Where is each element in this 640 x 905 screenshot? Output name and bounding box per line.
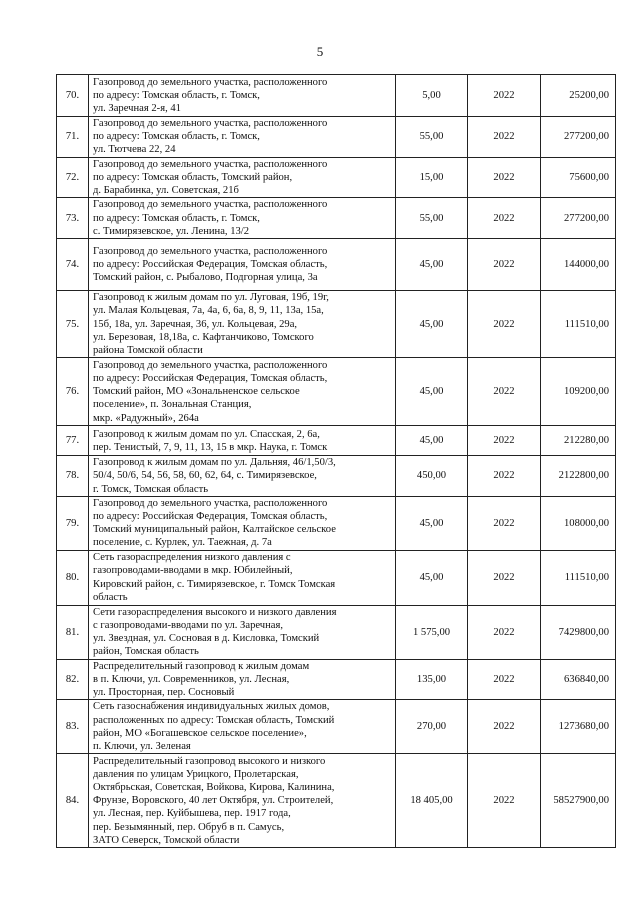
cost: 212280,00 xyxy=(541,426,616,456)
description-line: Сети газораспределения высокого и низкого давления xyxy=(93,606,337,618)
year: 2022 xyxy=(468,496,541,550)
table-row xyxy=(57,157,616,198)
table-row xyxy=(57,239,616,291)
object-description xyxy=(89,198,396,239)
description-line: ул. Березовая, 18,18а, с. Кафтанчиково, Томского xyxy=(93,331,314,343)
object-description xyxy=(89,426,396,456)
cost: 2122800,00 xyxy=(541,456,616,497)
year: 2022 xyxy=(468,700,541,754)
description-line: по адресу: Российская Федерация, Томская область, xyxy=(93,259,328,271)
description-line: ул. Малая Кольцевая, 7а, 4а, 6, 6а, 8, 9, 11, 13а, 15а, xyxy=(93,305,324,317)
year: 2022 xyxy=(468,754,541,848)
pipeline-length: 45,00 xyxy=(396,291,468,358)
description-line: по адресу: Томская область, г. Томск, xyxy=(93,212,260,224)
description-line: по адресу: Томская область, г. Томск, xyxy=(93,131,260,143)
table-row xyxy=(57,605,616,659)
table-body xyxy=(57,75,616,848)
year: 2022 xyxy=(468,198,541,239)
pipeline-length: 45,00 xyxy=(396,426,468,456)
object-description xyxy=(89,239,396,291)
table-row xyxy=(57,456,616,497)
year: 2022 xyxy=(468,605,541,659)
table-row xyxy=(57,358,616,426)
object-description xyxy=(89,456,396,497)
description-line: Октябрьская, Советская, Войкова, Кирова, Калинина, xyxy=(93,781,335,793)
description-line: Томский район, с. Рыбалово, Подгорная улица, 3а xyxy=(93,272,318,284)
description-line: Газопровод до земельного участка, расположенного xyxy=(93,158,328,170)
year: 2022 xyxy=(468,239,541,291)
cost: 7429800,00 xyxy=(541,605,616,659)
pipeline-length: 45,00 xyxy=(396,358,468,426)
year: 2022 xyxy=(468,75,541,117)
description-line: ул. Просторная, пер. Сосновый xyxy=(93,687,235,699)
row-number: 84. xyxy=(57,754,89,848)
description-line: ул. Тютчева 22, 24 xyxy=(93,144,176,156)
table-row xyxy=(57,75,616,117)
object-description xyxy=(89,291,396,358)
cost: 25200,00 xyxy=(541,75,616,117)
description-line: Газопровод к жилым домам по ул. Спасская, 2, 6а, xyxy=(93,428,320,440)
cost: 1273680,00 xyxy=(541,700,616,754)
row-number: 79. xyxy=(57,496,89,550)
description-line: Томский район, МО «Зональненское сельское xyxy=(93,386,300,398)
year: 2022 xyxy=(468,157,541,198)
pipeline-length: 55,00 xyxy=(396,198,468,239)
description-line: поселение», п. Зональная Станция, xyxy=(93,399,252,411)
pipeline-length: 270,00 xyxy=(396,700,468,754)
description-line: пер. Безымянный, пер. Обруб в п. Самусь, xyxy=(93,821,285,833)
gas-pipeline-table xyxy=(56,74,616,848)
table-row xyxy=(57,700,616,754)
description-line: Газопровод до земельного участка, расположенного xyxy=(93,245,328,257)
table-row xyxy=(57,117,616,158)
row-number: 74. xyxy=(57,239,89,291)
row-number: 76. xyxy=(57,358,89,426)
year: 2022 xyxy=(468,358,541,426)
pipeline-length: 45,00 xyxy=(396,496,468,550)
year: 2022 xyxy=(468,550,541,605)
table-row xyxy=(57,659,616,700)
pipeline-length: 5,00 xyxy=(396,75,468,117)
description-line: Кировский район, с. Тимирязевское, г. Томск Томская xyxy=(93,578,336,590)
description-line: п. Ключи, ул. Зеленая xyxy=(93,740,191,752)
object-description xyxy=(89,117,396,158)
description-line: пер. Тенистый, 7, 9, 11, 13, 15 в мкр. Наука, г. Томск xyxy=(93,441,328,453)
cost: 636840,00 xyxy=(541,659,616,700)
description-line: по адресу: Томская область, Томский район, xyxy=(93,171,293,183)
cost: 144000,00 xyxy=(541,239,616,291)
pipeline-length: 45,00 xyxy=(396,239,468,291)
description-line: Газопровод до земельного участка, расположенного xyxy=(93,118,328,129)
description-line: расположенных по адресу: Томская область, Томский xyxy=(93,714,335,726)
object-description xyxy=(89,659,396,700)
cost: 111510,00 xyxy=(541,550,616,605)
table-row xyxy=(57,426,616,456)
row-number: 83. xyxy=(57,700,89,754)
description-line: Газопровод к жилым домам по ул. Дальняя, 46/1,50/3, xyxy=(93,457,336,469)
table-row xyxy=(57,496,616,550)
description-line: ЗАТО Северск, Томской области xyxy=(93,834,240,846)
row-number: 70. xyxy=(57,75,89,117)
description-line: Распределительный газопровод к жилым домам xyxy=(93,660,310,672)
description-line: Томский муниципальный район, Калтайское сельское xyxy=(93,524,336,536)
pipeline-length: 450,00 xyxy=(396,456,468,497)
pipeline-length: 18 405,00 xyxy=(396,754,468,848)
description-line: давления по улицам Урицкого, Пролетарская, xyxy=(93,768,299,780)
cost: 109200,00 xyxy=(541,358,616,426)
page-number: 5 xyxy=(316,44,324,59)
description-line: д. Барабинка, ул. Советская, 21б xyxy=(93,185,239,197)
cost: 108000,00 xyxy=(541,496,616,550)
description-line: с газопроводами-вводами по ул. Заречная, xyxy=(93,619,284,631)
year: 2022 xyxy=(468,291,541,358)
description-line: района Томской области xyxy=(93,345,203,357)
row-number: 81. xyxy=(57,605,89,659)
object-description xyxy=(89,605,396,659)
cost: 277200,00 xyxy=(541,198,616,239)
description-line: 15б, 18а, ул. Заречная, 36, ул. Кольцевая, 29а, xyxy=(93,318,298,330)
row-number: 78. xyxy=(57,456,89,497)
description-line: район, МО «Богашевское сельское поселение», xyxy=(93,727,307,739)
cost: 277200,00 xyxy=(541,117,616,158)
pipeline-length: 135,00 xyxy=(396,659,468,700)
description-line: Газопровод до земельного участка, расположенного xyxy=(93,359,328,371)
pipeline-length: 55,00 xyxy=(396,117,468,158)
cost: 75600,00 xyxy=(541,157,616,198)
description-line: Газопровод до земельного участка, расположенного xyxy=(93,497,328,509)
description-line: поселение, с. Курлек, ул. Таежная, д. 7а xyxy=(93,537,272,549)
description-line: Фрунзе, Воровского, 40 лет Октября, ул. Строителей, xyxy=(93,795,334,807)
object-description xyxy=(89,75,396,117)
row-number: 75. xyxy=(57,291,89,358)
table-row xyxy=(57,754,616,848)
table-row xyxy=(57,198,616,239)
pipeline-length: 1 575,00 xyxy=(396,605,468,659)
row-number: 82. xyxy=(57,659,89,700)
description-line: по адресу: Российская Федерация, Томская область, xyxy=(93,372,328,384)
description-line: в п. Ключи, ул. Современников, ул. Лесная, xyxy=(93,673,290,685)
description-line: Газопровод к жилым домам по ул. Луговая, 19б, 19г, xyxy=(93,292,329,304)
description-line: по адресу: Российская Федерация, Томская область, xyxy=(93,511,328,523)
year: 2022 xyxy=(468,659,541,700)
object-description xyxy=(89,754,396,848)
description-line: Газопровод до земельного участка, расположенного xyxy=(93,76,328,88)
description-line: мкр. «Радужный», 264а xyxy=(93,412,199,424)
description-line: ул. Лесная, пер. Куйбышева, пер. 1917 года, xyxy=(93,808,291,820)
year: 2022 xyxy=(468,117,541,158)
description-line: по адресу: Томская область, г. Томск, xyxy=(93,89,260,101)
object-description xyxy=(89,358,396,426)
row-number: 77. xyxy=(57,426,89,456)
object-description xyxy=(89,157,396,198)
description-line: 50/4, 50/6, 54, 56, 58, 60, 62, 64, с. Тимирязевское, xyxy=(93,470,317,482)
description-line: область xyxy=(93,591,128,603)
cost: 111510,00 xyxy=(541,291,616,358)
year: 2022 xyxy=(468,426,541,456)
cost: 58527900,00 xyxy=(541,754,616,848)
row-number: 73. xyxy=(57,198,89,239)
table-row xyxy=(57,550,616,605)
object-description xyxy=(89,496,396,550)
description-line: с. Тимирязевское, ул. Ленина, 13/2 xyxy=(93,225,250,237)
row-number: 72. xyxy=(57,157,89,198)
description-line: Распределительный газопровод высокого и низкого xyxy=(93,755,326,767)
table-row xyxy=(57,291,616,358)
description-line: ул. Звездная, ул. Сосновая в д. Кисловка, Томский xyxy=(93,633,320,645)
description-line: Сеть газораспределения низкого давления с xyxy=(93,552,291,564)
object-description xyxy=(89,700,396,754)
description-line: Сеть газоснабжения индивидуальных жилых домов, xyxy=(93,701,330,713)
pipeline-length: 45,00 xyxy=(396,550,468,605)
description-line: газопроводами-вводами в мкр. Юбилейный, xyxy=(93,565,293,577)
description-line: г. Томск, Томская область xyxy=(93,483,209,495)
description-line: Газопровод до земельного участка, расположенного xyxy=(93,199,328,211)
year: 2022 xyxy=(468,456,541,497)
row-number: 71. xyxy=(57,117,89,158)
description-line: район, Томская область xyxy=(93,646,199,658)
description-line: ул. Заречная 2-я, 41 xyxy=(93,103,181,115)
pipeline-length: 15,00 xyxy=(396,157,468,198)
row-number: 80. xyxy=(57,550,89,605)
object-description xyxy=(89,550,396,605)
